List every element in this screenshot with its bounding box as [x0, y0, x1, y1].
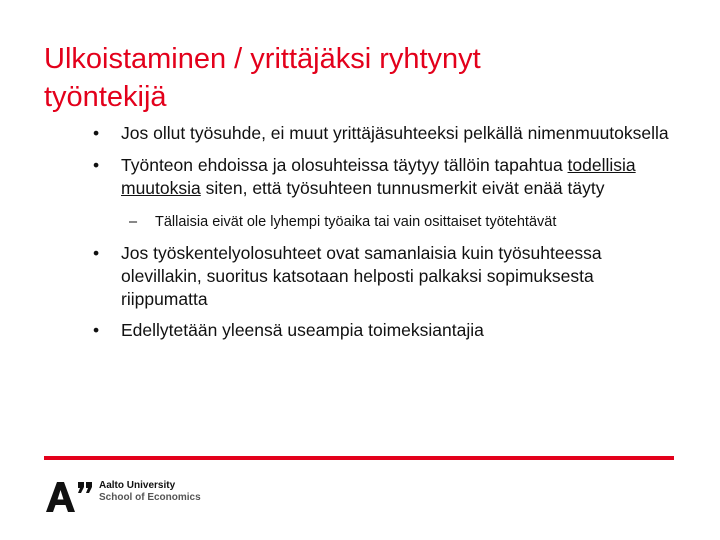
aalto-a-mark-icon	[44, 478, 98, 514]
logo-text	[99, 480, 201, 504]
sub-bullet-marker: –	[129, 214, 138, 230]
logo-school: School of Economics	[99, 492, 201, 503]
sub-bullet-item	[0, 213, 695, 232]
bullet-item	[0, 242, 681, 311]
bullet-text: Jos työskentelyolosuhteet ovat samanlaisia kuin työsuhteessa olevillakin, suoritus katsotaan helposti palkaksi sopimuksesta riippumatta	[121, 243, 602, 309]
sub-bullet-text: Tällaisia eivät ole lyhempi työaika tai vain osittaiset työtehtävät	[155, 214, 557, 230]
slide-title-line2: työntekijä	[44, 81, 167, 113]
bullet-item	[0, 122, 681, 145]
slide-title-line1: Ulkoistaminen / yrittäjäksi ryhtynyt	[44, 43, 481, 75]
bullet-item	[0, 319, 681, 342]
logo-university: Aalto University	[99, 480, 176, 491]
bullet-text-underlined: todellisia muutoksia	[121, 155, 636, 198]
bullet-text-part: siten, että työsuhteen tunnusmerkit eivät enää täyty	[200, 178, 605, 198]
bullet-text: Edellytetään yleensä useampia toimeksiantajia	[121, 320, 484, 340]
bullet-item	[0, 154, 681, 200]
bullet-text: Jos ollut työsuhde, ei muut yrittäjäsuhteeksi pelkällä nimenmuutoksella	[121, 123, 669, 143]
bullet-marker: •	[93, 155, 100, 175]
footer-divider	[44, 456, 674, 460]
bullet-marker: •	[93, 243, 100, 263]
aalto-logo	[44, 478, 244, 518]
bullet-marker: •	[93, 320, 100, 340]
bullet-marker: •	[93, 123, 100, 143]
slide-title	[44, 40, 684, 116]
bullet-list	[0, 122, 720, 350]
bullet-text-part: Työnteon ehdoissa ja olosuhteissa täytyy tällöin tapahtua	[121, 155, 568, 175]
